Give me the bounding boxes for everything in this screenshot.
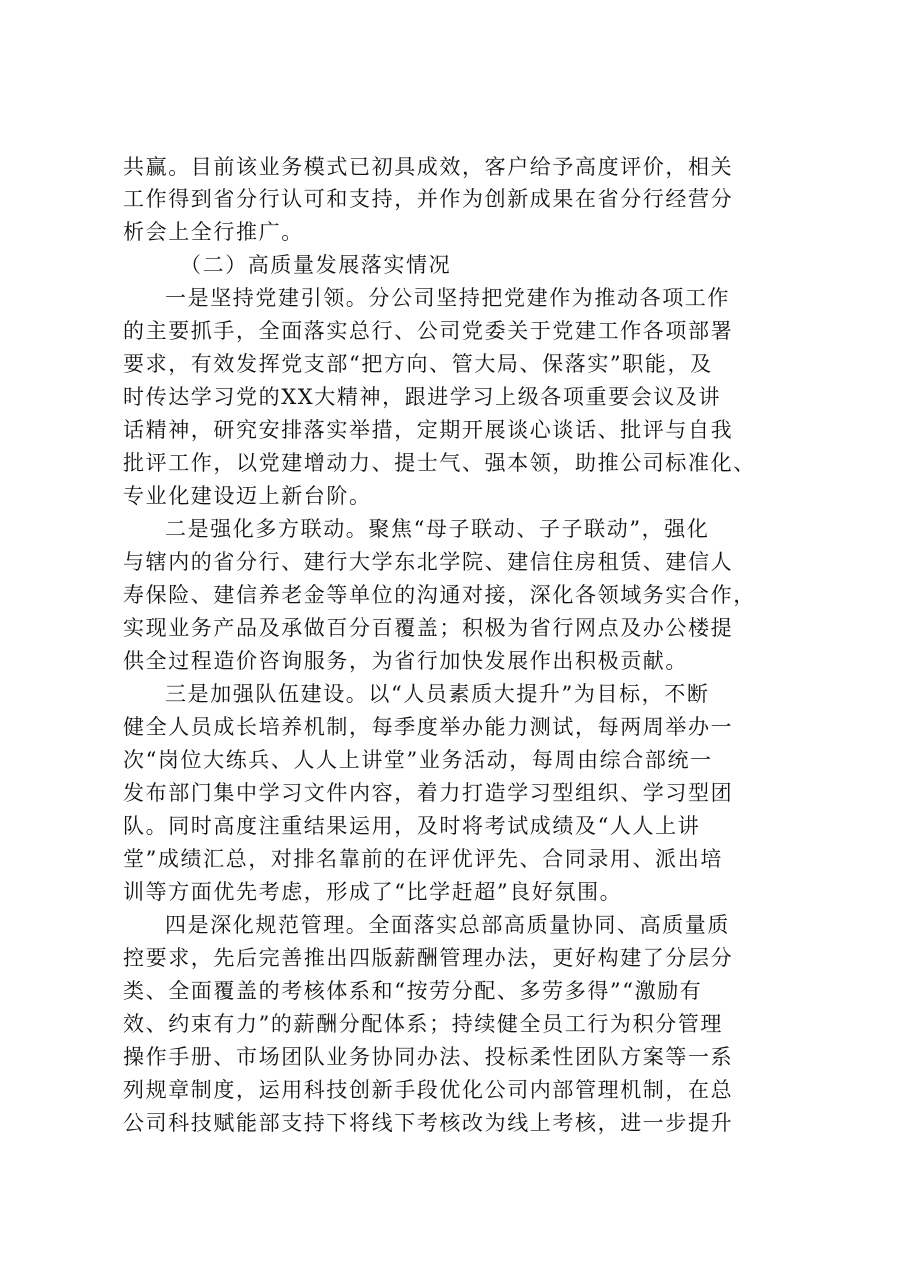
- text-line: 堂”成绩汇总，对排名靠前的在评优评先、合同录用、派出培: [123, 847, 723, 871]
- paragraph-first-line: 四是深化规范管理。全面落实总部高质量协同、高质量质: [165, 913, 730, 937]
- paragraph-first-line: 三是加强队伍建设。以“人员素质大提升”为目标，不断: [165, 682, 710, 706]
- text-line: 要求，有效发挥党支部“把方向、管大局、保落实”职能，及: [123, 352, 713, 376]
- text-line: 话精神，研究安排落实举措，定期开展谈心谈话、批评与自我: [123, 418, 734, 442]
- text-line: 供全过程造价咨询服务，为省行加快发展作出积极贡献。: [123, 649, 688, 673]
- text-line: 公司科技赋能部支持下将线下考核改为线上考核，进一步提升: [123, 1111, 734, 1135]
- text-line: 批评工作，以党建增动力、提士气、强本领，助推公司标准化、: [123, 451, 756, 475]
- text-line: 列规章制度，运用科技创新手段优化公司内部管理机制，在总: [123, 1078, 734, 1102]
- text-line: 发布部门集中学习文件内容，着力打造学习型组织、学习型团: [123, 781, 734, 805]
- text-line: 控要求，先后完善推出四版薪酬管理办法，更好构建了分层分: [123, 946, 734, 970]
- paragraph-first-line: 一是坚持党建引领。分公司坚持把党建作为推动各项工作: [165, 286, 730, 310]
- text-line: 工作得到省分行认可和支持，并作为创新成果在省分行经营分: [123, 187, 734, 211]
- section-heading: （二）高质量发展落实情况: [180, 253, 452, 277]
- text-line: 时传达学习党的XX大精神，跟进学习上级各项重要会议及讲: [123, 385, 722, 409]
- text-line: 共赢。目前该业务模式已初具成效，客户给予高度评价，相关: [123, 155, 734, 179]
- text-line: 训等方面优先考虑，形成了“比学赶超”良好氛围。: [123, 880, 623, 904]
- paragraph-first-line: 二是强化多方联动。聚焦“母子联动、子子联动”，强化: [165, 517, 710, 541]
- text-line: 实现业务产品及承做百分百覆盖；积极为省行网点及办公楼提: [123, 616, 734, 640]
- text-line: 析会上全行推广。: [123, 220, 304, 244]
- text-line: 专业化建设迈上新台阶。: [123, 484, 372, 508]
- text-line: 类、全面覆盖的考核体系和“按劳分配、多劳多得”“激励有: [123, 979, 703, 1003]
- text-line: 队。同时高度注重结果运用，及时将考试成绩及“人人上讲: [123, 814, 701, 838]
- text-line: 的主要抓手，全面落实总行、公司党委关于党建工作各项部署: [123, 319, 734, 343]
- text-line: 与辖内的省分行、建行大学东北学院、建信住房租赁、建信人: [123, 550, 734, 574]
- text-line: 寿保险、建信养老金等单位的沟通对接，深化各领域务实合作，: [123, 583, 756, 607]
- text-line: 效、约束有力”的薪酬分配体系；持续健全员工行为积分管理: [123, 1012, 723, 1036]
- text-line: 操作手册、市场团队业务协同办法、投标柔性团队方案等一系: [123, 1045, 734, 1069]
- text-line: 次“岗位大练兵、人人上讲堂”业务活动，每周由综合部统一: [123, 748, 713, 772]
- text-line: 健全人员成长培养机制，每季度举办能力测试，每两周举办一: [123, 715, 734, 739]
